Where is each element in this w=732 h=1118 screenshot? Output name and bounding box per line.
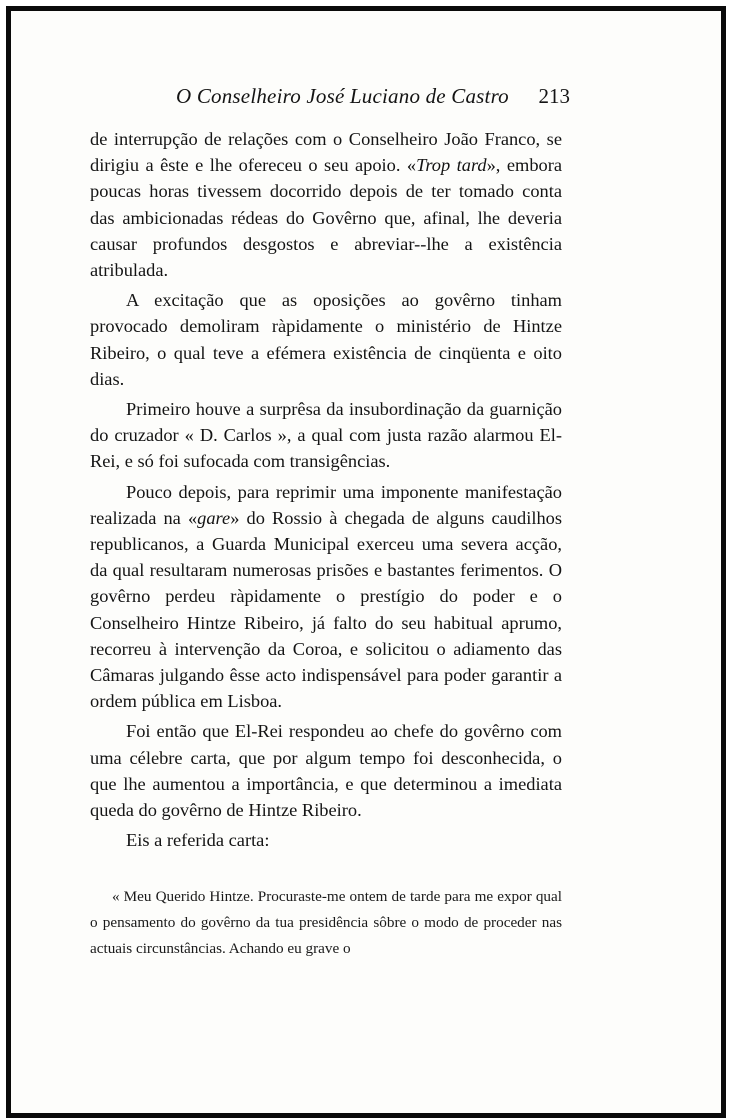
italic-trop-tard: Trop tard xyxy=(416,155,487,176)
paragraph-2: A excitação que as oposições ao govêrno tinham provocado demoliram ràpidamente o ministério de Hintze Ribeiro, o qual teve a efémera existência de cinqüenta e oito dias. xyxy=(90,290,562,389)
paragraph-3: Primeiro houve a surprêsa da insubordinação da guarnição do cruzador « D. Carlos », a qual com justa razão alarmou El-Rei, e só foi sufocada com transigências. xyxy=(90,399,562,472)
running-head xyxy=(90,84,570,116)
body-text xyxy=(90,126,562,857)
running-title: O Conselheiro José Luciano de Castro xyxy=(176,84,509,108)
paragraph-1-start: de interrupção de relações com o Conselheiro João Franco, se dirigiu a êste e lhe ofereceu o seu apoio. « xyxy=(90,129,562,176)
paragraph-1 xyxy=(90,126,562,283)
paragraph-4 xyxy=(90,479,562,715)
paragraph-5: Foi então que El-Rei respondeu ao chefe do govêrno com uma célebre carta, que por algum tempo foi desconhecida, o que lhe aumentou a importância, e que determinou a imediata queda do govêrno de Hintze Ribeiro. xyxy=(90,721,562,821)
paragraph-1-rest: », embora poucas horas tivessem docorrido depois de ter tomado conta das ambicionadas rédeas do Govêrno que, afinal, lhe deveria causar profundos desgostos e abreviar--lhe a existência atribulada. xyxy=(90,155,562,281)
paragraph-4-start: Pouco depois, para reprimir uma imponente manifestação realizada na « xyxy=(90,481,562,528)
page-number: 213 xyxy=(538,84,570,108)
paragraph-6: Eis a referida carta: xyxy=(126,830,270,851)
paragraph-4-rest: » do Rossio à chegada de alguns caudilhos republicanos, a Guarda Municipal exerceu uma severa acção, da qual resultaram numerosas prisões e bastantes ferimentos. O govêrno perdeu ràpidamente o prestígio do poder e o Conselheiro Hintze Ribeiro, já falto do seu habitual aprumo, recorreu à intervenção da Coroa, e solicitou o adiamento das Câmaras julgando êsse acto indispensável para poder garantir a ordem pública em Lisboa. xyxy=(90,507,562,712)
italic-gare: gare xyxy=(197,507,231,528)
letter-quote: « Meu Querido Hintze. Procuraste-me ontem de tarde para me expor qual o pensamento do govêrno da tua presidência sôbre o modo de proceder nas actuais circunstâncias. Achando eu grave o xyxy=(90,888,562,957)
